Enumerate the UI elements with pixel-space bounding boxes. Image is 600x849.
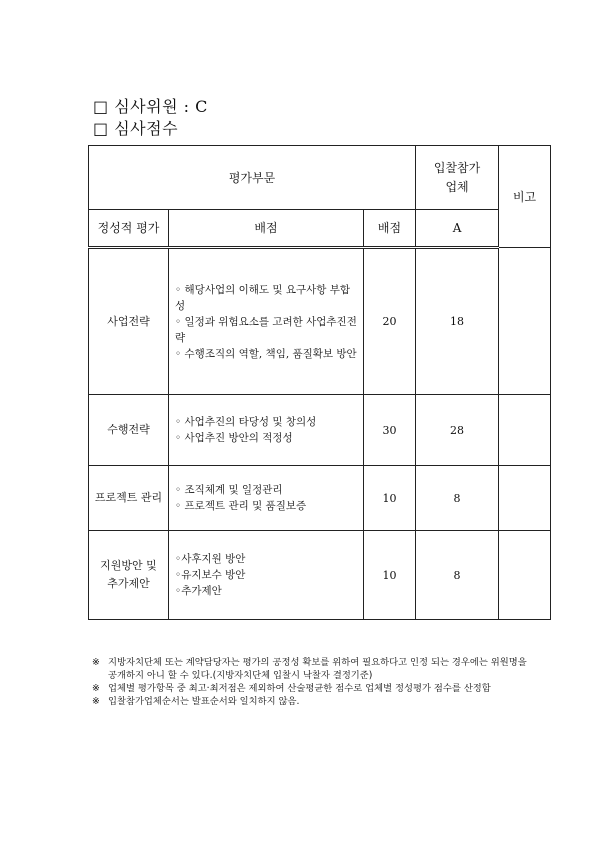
row-category: 지원방안 및 추가제안 [89, 531, 169, 620]
row-item: ◦ 사업추진의 타당성 및 창의성 [175, 416, 317, 428]
row-item: ◦유지보수 방안 [175, 569, 246, 581]
row-item: ◦ 사업추진 방안의 적정성 [175, 432, 293, 444]
header-points: 배점 [364, 210, 416, 248]
row-points: 30 [364, 395, 416, 466]
header-criteria: 배점 [169, 210, 364, 248]
row-item: ◦ 조직체계 및 일정관리 [175, 484, 283, 496]
header-bidder-a: A [416, 210, 499, 248]
row-item: ◦사후지원 방안 [175, 553, 246, 565]
note-text: 업체별 평가항목 중 최고·최저점은 제외하여 산술평균한 점수로 업체별 정성평가 점수를 산정함 [108, 683, 491, 694]
row-category: 프로젝트 관리 [89, 466, 169, 531]
row-score: 18 [416, 248, 499, 395]
row-category: 수행전략 [89, 395, 169, 466]
header-bidder-title: 입찰참가 업체 [416, 146, 499, 210]
row-score: 8 [416, 531, 499, 620]
table-row [89, 466, 551, 531]
row-category: 사업전략 [89, 248, 169, 395]
header-eval-category: 평가부문 [89, 146, 416, 210]
score-table [88, 145, 551, 620]
row-remarks [499, 531, 551, 620]
row-items [169, 531, 364, 620]
notes [92, 656, 532, 708]
reference-mark-icon: ※ [92, 657, 100, 668]
row-items [169, 248, 364, 395]
header-remarks: 비고 [499, 146, 551, 248]
row-remarks [499, 248, 551, 395]
row-points: 20 [364, 248, 416, 395]
note-item [92, 695, 532, 708]
row-item: ◦ 일정과 위험요소를 고려한 사업추진전략 [175, 315, 357, 344]
row-item: ◦추가제안 [175, 585, 222, 597]
row-score: 28 [416, 395, 499, 466]
row-item: ◦ 프로젝트 관리 및 품질보증 [175, 500, 307, 512]
row-items [169, 395, 364, 466]
table-row [89, 395, 551, 466]
row-item: ◦ 해당사업의 이해도 및 요구사항 부합성 [175, 283, 351, 312]
row-item: ◦ 수행조직의 역할, 책임, 품질확보 방안 [175, 347, 357, 360]
reference-mark-icon: ※ [92, 696, 100, 707]
row-remarks [499, 466, 551, 531]
header-qualitative: 정성적 평가 [89, 210, 169, 248]
note-item [92, 682, 532, 695]
reference-mark-icon: ※ [92, 683, 100, 694]
note-item [92, 656, 532, 682]
row-remarks [499, 395, 551, 466]
row-points: 10 [364, 466, 416, 531]
note-text: 입찰참가업체순서는 발표순서와 일치하지 않음. [108, 696, 300, 707]
table-row [89, 248, 551, 395]
note-text: 지방자치단체 또는 계약담당자는 평가의 공정성 확보를 위하여 필요하다고 인정 되는 경우에는 위원명을 공개하지 아니 할 수 있다.(지방자치단체 입찰시 낙찰자 결정기준) [108, 657, 527, 681]
score-heading: □ 심사점수 [93, 119, 179, 138]
row-points: 10 [364, 531, 416, 620]
table-row [89, 531, 551, 620]
row-items [169, 466, 364, 531]
reviewer-heading: □ 심사위원 : C [93, 97, 208, 116]
row-score: 8 [416, 466, 499, 531]
